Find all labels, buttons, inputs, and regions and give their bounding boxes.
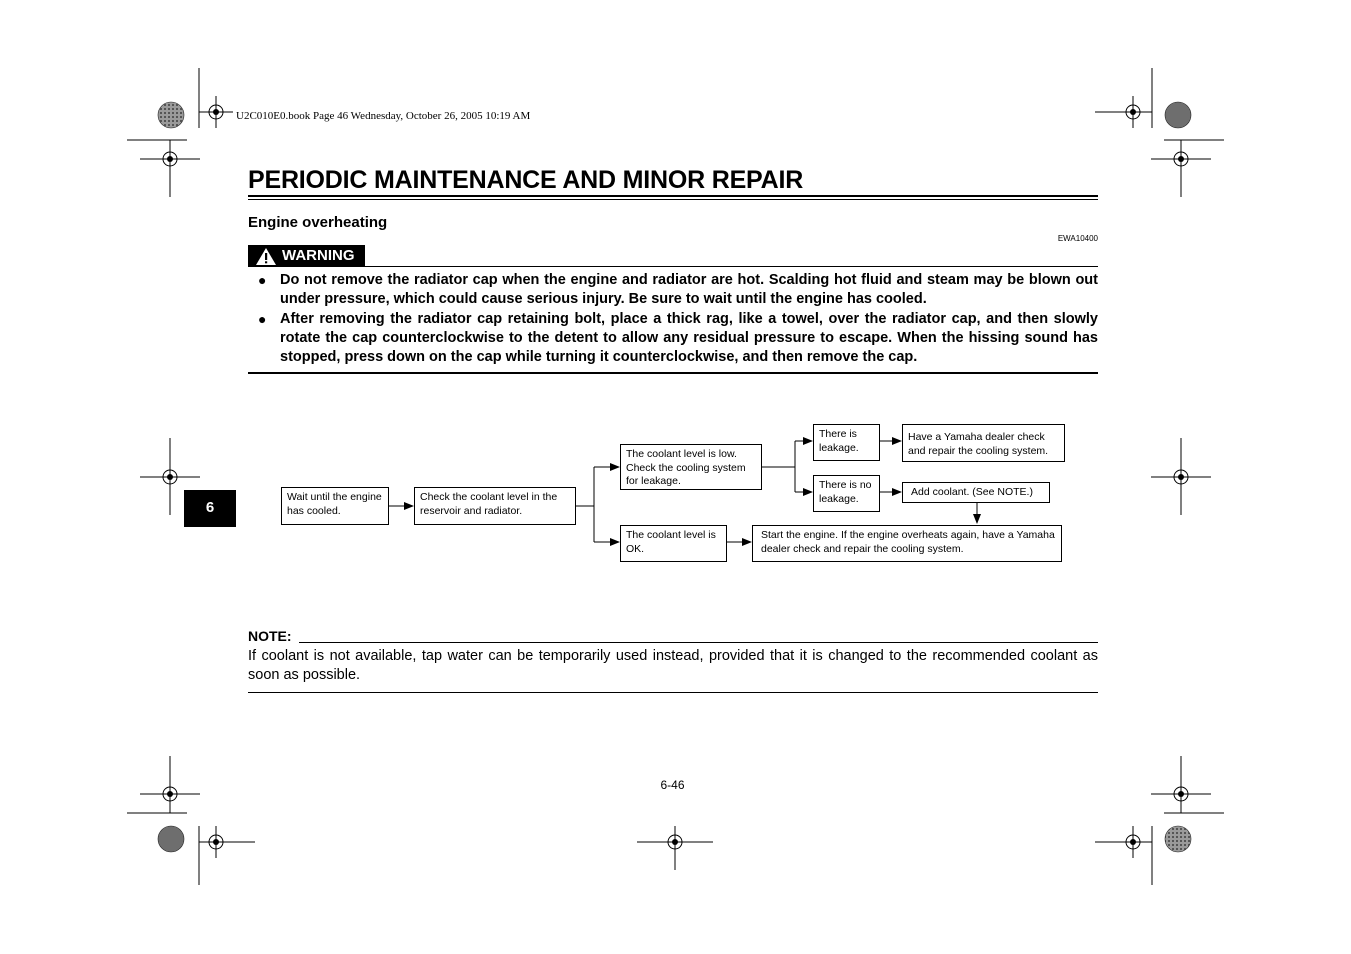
page-title: PERIODIC MAINTENANCE AND MINOR REPAIR: [248, 166, 804, 194]
flow-step-level-ok: The coolant level is OK.: [620, 525, 727, 562]
note-text: If coolant is not available, tap water can be temporarily used instead, provided that it is changed to the recommended coolant as soon as possible.: [248, 648, 1098, 684]
flow-step-leakage: There is leakage.: [813, 424, 880, 461]
bullet-icon: ●: [258, 310, 267, 327]
note-rule: [299, 642, 1098, 643]
bullet-icon: ●: [258, 272, 267, 288]
flow-step-wait: Wait until the engine has cooled.: [281, 487, 389, 525]
flow-step-start-engine: Start the engine. If the engine overheats again, have a Yamaha dealer check and repair the cooling system.: [752, 525, 1062, 562]
flow-step-check-level: Check the coolant level in the reservoir and radiator.: [414, 487, 576, 525]
warning-text: Do not remove the radiator cap when the engine and radiator are hot. Scalding hot fluid and steam may be blown out under pressure, which could cause serious injury. Be sure to wait until the engine has cooled.: [280, 272, 1098, 308]
page-number: 6-46: [660, 778, 685, 792]
flow-step-add-coolant: Add coolant. (See NOTE.): [902, 482, 1050, 503]
flow-step-level-low: The coolant level is low. Check the cooling system for leakage.: [620, 444, 762, 490]
note-bottom-rule: [248, 692, 1098, 693]
book-file-header: U2C010E0.book Page 46 Wednesday, October 26, 2005 10:19 AM: [236, 110, 531, 122]
flow-step-dealer-check: Have a Yamaha dealer check and repair the cooling system.: [902, 424, 1065, 462]
warning-label: WARNING: [282, 247, 355, 264]
flow-step-no-leakage: There is no leakage.: [813, 475, 880, 512]
warning-text: After removing the radiator cap retaining bolt, place a thick rag, like a towel, over the radiator cap, and then slowly rotate the cap counterclockwise to the detent to allow any residual pressure to escape. When the hissing sound has stopped, press down on the cap while turning it counterclockwise, and then remove the cap.: [280, 310, 1098, 366]
note-label: NOTE:: [248, 628, 292, 644]
chapter-tab: 6: [184, 490, 236, 527]
warning-code: EWA10400: [1057, 234, 1098, 243]
section-title: Engine overheating: [248, 214, 388, 231]
